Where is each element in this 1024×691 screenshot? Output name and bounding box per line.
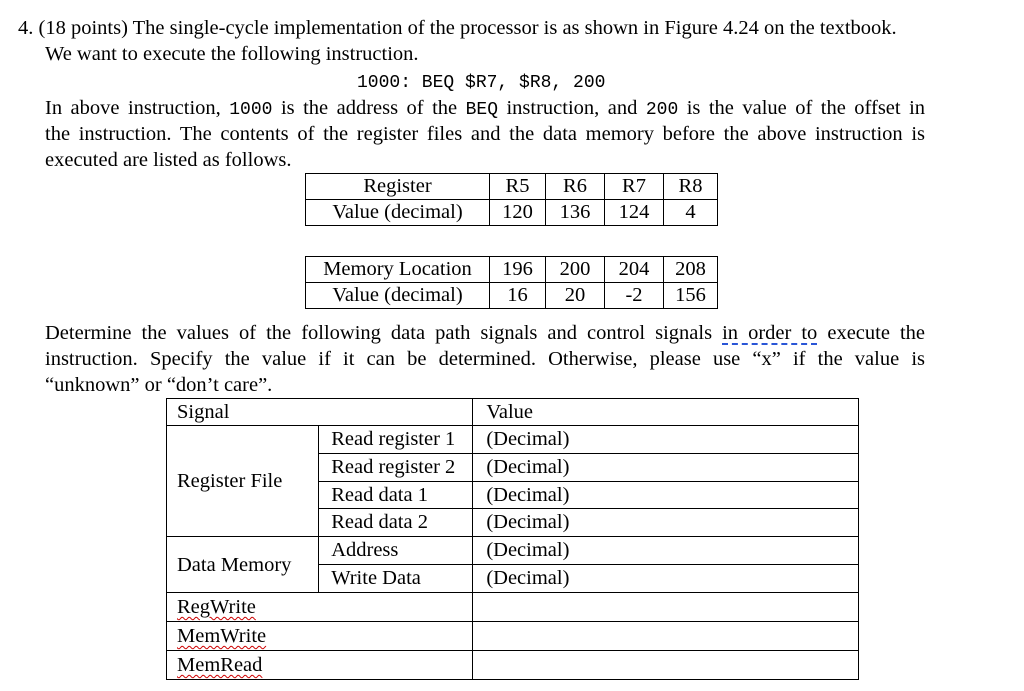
para1-address: 1000: [229, 100, 273, 120]
para1-part-b: is the address of the: [280, 97, 458, 119]
paragraph-line-3: executed are listed as follows.: [45, 149, 292, 171]
register-value-cell: 120: [490, 200, 546, 226]
register-cell: R6: [546, 174, 605, 200]
signal-value-cell: (Decimal): [473, 565, 859, 593]
signal-value-cell: (Decimal): [473, 482, 859, 509]
determine-line-3: “unknown” or “don’t care”.: [45, 374, 273, 396]
instruction-code: 1000: BEQ $R7, $R8, 200: [357, 73, 606, 93]
control-signal-name: MemRead: [177, 654, 263, 676]
memory-location-cell: 208: [664, 257, 718, 283]
register-cell: R5: [490, 174, 546, 200]
signal-name-cell: Read data 2: [319, 509, 473, 537]
register-table: [305, 173, 718, 226]
data-memory-label: Data Memory: [167, 537, 319, 593]
para1-part-a: In above instruction,: [45, 97, 221, 119]
signal-value-cell: (Decimal): [473, 509, 859, 537]
register-cell: R7: [605, 174, 664, 200]
signal-value-cell: (Decimal): [473, 454, 859, 482]
signal-row: [167, 537, 859, 565]
register-file-label: Register File: [167, 426, 319, 537]
para2-text: the instruction. The contents of the register files and the data memory before the above instruction is: [45, 123, 925, 145]
memory-value-cell: 20: [546, 283, 605, 309]
memory-location-cell: 204: [605, 257, 664, 283]
signal-header-row: [167, 399, 859, 426]
determine-line-2: [45, 347, 925, 371]
control-value-cell: [473, 651, 859, 680]
control-signal-cell: [167, 593, 473, 622]
memory-value-cell: -2: [605, 283, 664, 309]
control-signal-cell: [167, 651, 473, 680]
control-row: [167, 651, 859, 680]
question-intro: (18 points) The single-cycle implementation of the processor is as shown in Figure 4.24 on the textbook.: [38, 17, 897, 39]
register-value-cell: 124: [605, 200, 664, 226]
register-cell: R8: [664, 174, 718, 200]
memory-value-cell: 156: [664, 283, 718, 309]
signal-value-cell: (Decimal): [473, 537, 859, 565]
memory-location-label: Memory Location: [306, 257, 490, 283]
determine-underlined: in order to: [722, 322, 818, 344]
signal-name-cell: Read data 1: [319, 482, 473, 509]
question-line-2: We want to execute the following instruction.: [45, 43, 419, 65]
register-table-row: [306, 174, 718, 200]
paragraph-line-1: [45, 96, 925, 122]
value-header: Value: [473, 399, 859, 426]
control-signal-name: MemWrite: [177, 625, 267, 647]
para1-part-d: is the value of the offset in: [686, 97, 926, 119]
signal-value-cell: (Decimal): [473, 426, 859, 454]
control-value-cell: [473, 593, 859, 622]
memory-location-row: [306, 257, 718, 283]
memory-value-cell: 16: [490, 283, 546, 309]
memory-location-cell: 196: [490, 257, 546, 283]
control-value-cell: [473, 622, 859, 651]
register-value-row: [306, 200, 718, 226]
control-row: [167, 593, 859, 622]
control-signal-cell: [167, 622, 473, 651]
register-value-label: Value (decimal): [306, 200, 490, 226]
memory-value-label: Value (decimal): [306, 283, 490, 309]
signal-header: Signal: [167, 399, 473, 426]
signal-name-cell: Read register 2: [319, 454, 473, 482]
register-value-cell: 136: [546, 200, 605, 226]
determine-part-a: Determine the values of the following data path signals and control signals: [45, 322, 713, 344]
register-value-cell: 4: [664, 200, 718, 226]
memory-value-row: [306, 283, 718, 309]
determine-part-b: execute the: [827, 322, 926, 344]
para1-offset: 200: [645, 100, 679, 120]
question-number: 4.: [18, 17, 34, 39]
memory-location-cell: 200: [546, 257, 605, 283]
paragraph-line-2: [45, 122, 925, 146]
signal-name-cell: Read register 1: [319, 426, 473, 454]
control-row: [167, 622, 859, 651]
memory-table: [305, 256, 718, 309]
question-line-1: [18, 16, 897, 40]
signal-row: [167, 426, 859, 454]
signal-name-cell: Write Data: [319, 565, 473, 593]
signal-name-cell: Address: [319, 537, 473, 565]
para1-opcode: BEQ: [465, 100, 499, 120]
para1-part-c: instruction, and: [506, 97, 638, 119]
signal-table: [166, 398, 859, 680]
register-label: Register: [306, 174, 490, 200]
determine-line-2-text: instruction. Specify the value if it can be determined. Otherwise, please use “x” if the value is: [45, 348, 925, 370]
determine-line-1: [45, 321, 925, 345]
control-signal-name: RegWrite: [177, 596, 256, 618]
